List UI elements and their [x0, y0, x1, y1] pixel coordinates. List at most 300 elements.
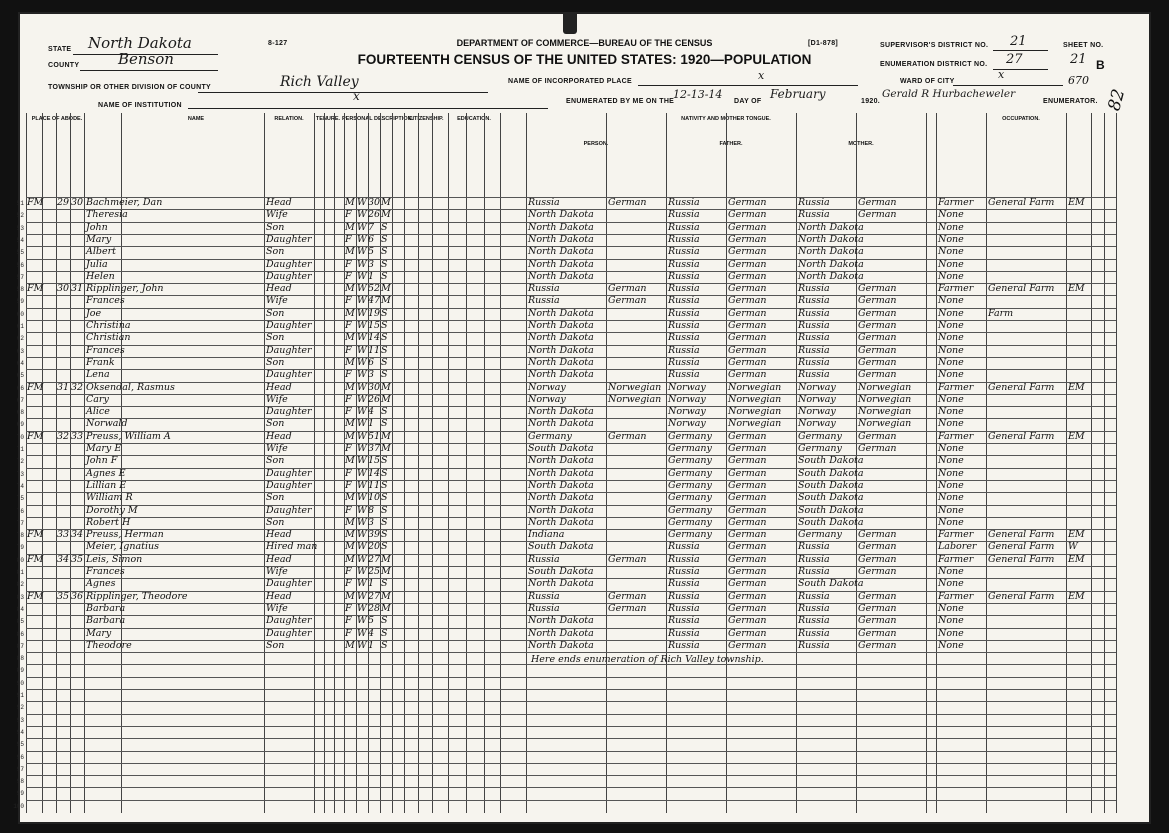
- cell-mother-mother-tongue: Norwegian: [858, 381, 912, 393]
- cell-father-birthplace: Russia: [668, 344, 700, 356]
- cell-house-no: 31: [57, 381, 70, 393]
- cell-race: W: [357, 430, 367, 442]
- cell-marital: S: [381, 627, 388, 639]
- cell-birthplace: North Dakota: [528, 270, 594, 282]
- row-number: 71: [16, 446, 24, 453]
- cell-occupation: None: [938, 467, 964, 479]
- cell-father-tongue: German: [728, 443, 767, 454]
- cell-person-name: Frances: [86, 344, 125, 356]
- cell-race: W: [357, 295, 367, 307]
- cell-age: 7: [368, 221, 375, 233]
- cell-relation: Daughter: [266, 627, 312, 639]
- cell-person-name: Theresia: [86, 209, 128, 221]
- cell-birthplace: North Dakota: [528, 332, 594, 344]
- cell-father-birthplace: Germany: [668, 529, 712, 541]
- cell-birthplace: North Dakota: [528, 492, 594, 504]
- cell-age: 6: [368, 356, 375, 368]
- cell-mother-mother-tongue: German: [858, 566, 897, 577]
- cell-industry: General Farm: [988, 553, 1055, 565]
- cell-father-tongue: Norwegian: [728, 393, 782, 405]
- cell-relation: Daughter: [266, 406, 312, 418]
- cell-father-tongue: German: [728, 627, 767, 639]
- cell-father-tongue: German: [728, 283, 767, 295]
- cell-mother-birthplace: Russia: [798, 602, 830, 614]
- cell-occupation: Farmer: [938, 283, 974, 295]
- cell-relation: Son: [266, 492, 285, 504]
- cell-relation: Wife: [266, 209, 288, 221]
- cell-father-tongue: German: [728, 590, 767, 602]
- cell-birthplace: North Dakota: [528, 578, 594, 590]
- cell-mother-birthplace: North Dakota: [798, 270, 864, 282]
- cell-relation: Son: [266, 418, 285, 430]
- cell-father-birthplace: Russia: [668, 566, 700, 577]
- cell-house-no: 29: [57, 197, 70, 208]
- row-number: 86: [16, 630, 24, 638]
- cell-father-birthplace: Germany: [668, 455, 712, 467]
- empty-row: [26, 800, 1116, 814]
- cell-mother-birthplace: Norway: [798, 418, 836, 430]
- cell-mother-mother-tongue: Norwegian: [858, 393, 912, 405]
- cell-mother-tongue: Norwegian: [608, 393, 662, 405]
- cell-person-name: John F: [86, 455, 118, 467]
- cell-age: 11: [368, 344, 381, 356]
- cell-race: W: [357, 320, 367, 331]
- col-education: EDUCATION.: [457, 116, 491, 122]
- cell-relation: Hired man: [266, 541, 318, 553]
- cell-relation: Daughter: [266, 233, 312, 245]
- cell-race: W: [357, 307, 367, 319]
- cell-birthplace: North Dakota: [528, 627, 594, 639]
- cell-relation: Head: [266, 197, 292, 208]
- cell-sex: F: [345, 566, 352, 577]
- cell-marital: S: [381, 369, 388, 381]
- cell-person-name: Meier, Ignatius: [86, 541, 160, 553]
- cell-house-no: 30: [57, 283, 70, 295]
- cell-occupation: Farmer: [938, 430, 974, 442]
- cell-mother-birthplace: Russia: [798, 590, 830, 602]
- year-label: 1920.: [861, 98, 881, 105]
- cell-sex: F: [345, 344, 352, 356]
- enumerated-date: 12-13-14: [673, 88, 723, 101]
- cell-marital: M: [381, 430, 391, 442]
- cell-mother-mother-tongue: German: [858, 197, 897, 208]
- cell-mother-mother-tongue: German: [858, 443, 897, 454]
- cell-birthplace: North Dakota: [528, 344, 594, 356]
- cell-mother-birthplace: South Dakota: [798, 516, 864, 528]
- cell-birthplace: North Dakota: [528, 258, 594, 270]
- cell-race: W: [357, 406, 367, 418]
- cell-family-no: 34: [71, 529, 84, 541]
- cell-mother-mother-tongue: German: [858, 627, 897, 639]
- row-number: 73: [16, 470, 24, 478]
- cell-relation: Head: [266, 283, 292, 295]
- cell-sex: F: [345, 270, 352, 282]
- cell-birthplace: South Dakota: [528, 566, 594, 577]
- cell-mother-tongue: German: [608, 283, 647, 295]
- row-number: 92: [16, 704, 24, 712]
- cell-father-birthplace: Russia: [668, 295, 700, 307]
- cell-person-name: Preuss, Herman: [86, 529, 164, 541]
- cell-race: W: [357, 270, 367, 282]
- cell-age: 8: [368, 504, 375, 516]
- cell-race: W: [357, 246, 367, 258]
- col-name: NAME: [187, 116, 205, 122]
- cell-age: 47: [368, 295, 381, 307]
- cell-employer-class: EM: [1068, 590, 1085, 602]
- cell-birthplace: North Dakota: [528, 516, 594, 528]
- cell-birthplace: Norway: [528, 381, 566, 393]
- cell-race: W: [357, 344, 367, 356]
- cell-race: W: [357, 566, 367, 577]
- cell-father-tongue: German: [728, 504, 767, 516]
- cell-age: 25: [368, 566, 381, 577]
- cell-age: 52: [368, 283, 381, 295]
- cell-occupation: None: [938, 418, 964, 430]
- cell-occupation: Farmer: [938, 381, 974, 393]
- cell-race: W: [357, 553, 367, 565]
- sheet-letter: B: [1096, 58, 1105, 72]
- row-number: 64: [16, 359, 24, 367]
- cell-father-tongue: German: [728, 602, 767, 614]
- cell-mother-birthplace: North Dakota: [798, 221, 864, 233]
- cell-father-birthplace: Germany: [668, 492, 712, 504]
- enumerator-name: Gerald R Hurbacheweler: [882, 88, 1016, 100]
- row-number: 53: [16, 224, 24, 232]
- cell-father-tongue: German: [728, 467, 767, 479]
- row-number: 62: [16, 335, 24, 343]
- cell-person-name: Helen: [86, 270, 115, 282]
- cell-person-name: Lena: [86, 369, 110, 381]
- cell-mother-birthplace: South Dakota: [798, 467, 864, 479]
- cell-sex: F: [345, 233, 352, 245]
- cell-father-birthplace: Russia: [668, 258, 700, 270]
- cell-sex: M: [345, 455, 355, 467]
- cell-father-tongue: German: [728, 270, 767, 282]
- incorporated-underline: [638, 85, 858, 86]
- cell-mother-birthplace: Russia: [798, 356, 830, 368]
- cell-mother-tongue: German: [608, 430, 647, 442]
- cell-mother-birthplace: Russia: [798, 369, 830, 381]
- cell-birthplace: Germany: [528, 430, 572, 442]
- cell-dwelling: FM: [27, 529, 44, 541]
- cell-person-name: Agnes: [86, 578, 116, 590]
- cell-relation: Son: [266, 221, 285, 233]
- cell-dwelling: FM: [27, 430, 44, 442]
- cell-person-name: Frank: [86, 356, 115, 368]
- cell-relation: Son: [266, 356, 285, 368]
- cell-father-tongue: German: [728, 246, 767, 258]
- row-number: 83: [16, 593, 24, 601]
- cell-age: 30: [368, 381, 381, 393]
- cell-person-name: Norwald: [86, 418, 128, 430]
- cell-industry: General Farm: [988, 283, 1055, 295]
- cell-marital: S: [381, 529, 388, 541]
- cell-birthplace: South Dakota: [528, 541, 594, 553]
- cell-birthplace: North Dakota: [528, 639, 594, 651]
- row-number: 67: [16, 396, 24, 404]
- cell-sex: F: [345, 320, 352, 331]
- col-occupation: OCCUPATION.: [1002, 116, 1040, 122]
- cell-race: W: [357, 209, 367, 221]
- institution-label: NAME OF INSTITUTION: [98, 102, 182, 109]
- cell-father-birthplace: Russia: [668, 627, 700, 639]
- cell-race: W: [357, 529, 367, 541]
- cell-sex: M: [345, 356, 355, 368]
- cell-person-name: Mary E: [86, 443, 122, 454]
- cell-father-tongue: German: [728, 344, 767, 356]
- cell-father-birthplace: Russia: [668, 270, 700, 282]
- cell-father-tongue: Norwegian: [728, 381, 782, 393]
- cell-sex: M: [345, 553, 355, 565]
- cell-marital: M: [381, 209, 391, 221]
- cell-race: W: [357, 418, 367, 430]
- cell-mother-birthplace: Russia: [798, 627, 830, 639]
- cell-person-name: Robert H: [86, 516, 131, 528]
- row-number: 63: [16, 347, 24, 355]
- cell-father-birthplace: Russia: [668, 307, 700, 319]
- cell-father-birthplace: Russia: [668, 615, 700, 627]
- row-number: 98: [16, 778, 24, 786]
- cell-occupation: None: [938, 246, 964, 258]
- cell-person-name: Mary: [86, 627, 112, 639]
- cell-father-tongue: German: [728, 492, 767, 504]
- cell-occupation: None: [938, 356, 964, 368]
- cell-mother-mother-tongue: German: [858, 307, 897, 319]
- cell-marital: S: [381, 307, 388, 319]
- grid-column-line: [1116, 113, 1117, 813]
- cell-mother-birthplace: Russia: [798, 553, 830, 565]
- cell-industry: General Farm: [988, 381, 1055, 393]
- cell-marital: S: [381, 639, 388, 651]
- cell-sex: M: [345, 516, 355, 528]
- cell-sex: F: [345, 209, 352, 221]
- cell-sex: M: [345, 246, 355, 258]
- cell-person-name: Lillian E: [86, 479, 127, 491]
- cell-mother-tongue: German: [608, 295, 647, 307]
- cell-relation: Wife: [266, 566, 288, 577]
- cell-person-name: Theodore: [86, 639, 132, 651]
- cell-age: 28: [368, 602, 381, 614]
- cell-mother-birthplace: Russia: [798, 615, 830, 627]
- cell-age: 30: [368, 197, 381, 208]
- cell-age: 14: [368, 332, 381, 344]
- cell-mother-birthplace: North Dakota: [798, 246, 864, 258]
- cell-father-tongue: German: [728, 369, 767, 381]
- cell-mother-birthplace: Russia: [798, 320, 830, 331]
- cell-house-no: 32: [57, 430, 70, 442]
- cell-father-tongue: German: [728, 356, 767, 368]
- cell-father-birthplace: Russia: [668, 233, 700, 245]
- cell-marital: M: [381, 566, 391, 577]
- cell-occupation: None: [938, 233, 964, 245]
- cell-sex: M: [345, 529, 355, 541]
- institution-underline: [188, 108, 548, 109]
- row-number: 89: [16, 667, 24, 675]
- cell-relation: Wife: [266, 393, 288, 405]
- cell-person-name: Ripplinger, John: [86, 283, 164, 295]
- cell-age: 4: [368, 406, 375, 418]
- cell-occupation: None: [938, 270, 964, 282]
- cell-employer-class: EM: [1068, 381, 1085, 393]
- cell-dwelling: FM: [27, 283, 44, 295]
- cell-age: 1: [368, 639, 375, 651]
- cell-father-birthplace: Russia: [668, 246, 700, 258]
- cell-birthplace: Norway: [528, 393, 566, 405]
- cell-occupation: None: [938, 406, 964, 418]
- cell-mother-birthplace: Russia: [798, 209, 830, 221]
- cell-relation: Head: [266, 430, 292, 442]
- cell-age: 26: [368, 209, 381, 221]
- cell-occupation: None: [938, 639, 964, 651]
- cell-person-name: Bachmeier, Dan: [86, 197, 163, 208]
- cell-occupation: None: [938, 258, 964, 270]
- cell-race: W: [357, 393, 367, 405]
- cell-relation: Daughter: [266, 270, 312, 282]
- cell-father-tongue: German: [728, 578, 767, 590]
- cell-person-name: Agnes E: [86, 467, 126, 479]
- cell-race: W: [357, 639, 367, 651]
- cell-sex: F: [345, 295, 352, 307]
- cell-race: W: [357, 221, 367, 233]
- cell-occupation: None: [938, 393, 964, 405]
- row-number: 56: [16, 261, 24, 269]
- cell-occupation: Laborer: [938, 541, 977, 553]
- cell-age: 1: [368, 418, 375, 430]
- cell-age: 27: [368, 553, 381, 565]
- cell-marital: S: [381, 418, 388, 430]
- cell-person-name: Oksendal, Rasmus: [86, 381, 175, 393]
- cell-birthplace: Russia: [528, 590, 560, 602]
- cell-marital: S: [381, 492, 388, 504]
- department-title: DEPARTMENT OF COMMERCE—BUREAU OF THE CENSUS: [456, 38, 713, 48]
- cell-occupation: None: [938, 516, 964, 528]
- form-code: [D1-878]: [808, 40, 839, 47]
- cell-employer-class: EM: [1068, 553, 1085, 565]
- cell-person-name: Frances: [86, 295, 125, 307]
- cell-relation: Wife: [266, 295, 288, 307]
- cell-person-name: Mary: [86, 233, 112, 245]
- cell-marital: S: [381, 406, 388, 418]
- cell-mother-birthplace: South Dakota: [798, 492, 864, 504]
- cell-occupation: None: [938, 344, 964, 356]
- cell-employer-class: EM: [1068, 529, 1085, 541]
- cell-employer-class: W: [1068, 541, 1078, 553]
- cell-relation: Daughter: [266, 578, 312, 590]
- cell-mother-birthplace: Russia: [798, 197, 830, 208]
- cell-race: W: [357, 283, 367, 295]
- cell-birthplace: North Dakota: [528, 615, 594, 627]
- row-number: 78: [16, 532, 24, 540]
- cell-father-birthplace: Germany: [668, 479, 712, 491]
- cell-father-birthplace: Russia: [668, 320, 700, 331]
- cell-race: W: [357, 455, 367, 467]
- cell-race: W: [357, 578, 367, 590]
- cell-sex: F: [345, 615, 352, 627]
- cell-father-tongue: German: [728, 430, 767, 442]
- cell-father-birthplace: Germany: [668, 516, 712, 528]
- cell-father-birthplace: Germany: [668, 443, 712, 454]
- cell-dwelling: FM: [27, 590, 44, 602]
- cell-occupation: None: [938, 504, 964, 516]
- cell-race: W: [357, 615, 367, 627]
- census-grid: [13, 113, 1116, 813]
- cell-birthplace: Russia: [528, 283, 560, 295]
- row-number: 99: [16, 790, 24, 798]
- cell-marital: S: [381, 516, 388, 528]
- cell-age: 3: [368, 258, 375, 270]
- end-of-enumeration-note: Here ends enumeration of Rich Valley township.: [531, 654, 764, 666]
- cell-sex: F: [345, 369, 352, 381]
- supervisor-label: SUPERVISOR'S DISTRICT NO.: [880, 42, 989, 49]
- cell-person-name: Barbara: [86, 615, 126, 627]
- cell-sex: M: [345, 639, 355, 651]
- ward-label: WARD OF CITY: [900, 78, 955, 85]
- cell-father-tongue: German: [728, 320, 767, 331]
- cell-age: 11: [368, 479, 381, 491]
- cell-father-tongue: German: [728, 529, 767, 541]
- row-number: 69: [16, 421, 24, 429]
- cell-relation: Daughter: [266, 479, 312, 491]
- sheet-value: 21: [1070, 52, 1087, 67]
- row-number: 94: [16, 728, 24, 736]
- cell-sex: M: [345, 590, 355, 602]
- cell-person-name: Preuss, William A: [86, 430, 171, 442]
- cell-relation: Daughter: [266, 258, 312, 270]
- cell-marital: S: [381, 246, 388, 258]
- row-number: 57: [16, 273, 24, 281]
- col-tenure: TENURE.: [315, 116, 341, 122]
- cell-father-birthplace: Russia: [668, 209, 700, 221]
- cell-mother-tongue: Norwegian: [608, 381, 662, 393]
- cell-mother-mother-tongue: German: [858, 320, 897, 331]
- cell-birthplace: South Dakota: [528, 443, 594, 454]
- cell-father-birthplace: Norway: [668, 381, 706, 393]
- row-number: 75: [16, 495, 24, 503]
- cell-sex: M: [345, 418, 355, 430]
- cell-father-birthplace: Russia: [668, 578, 700, 590]
- cell-race: W: [357, 590, 367, 602]
- row-number: 52: [16, 212, 24, 220]
- row-number: 65: [16, 372, 24, 380]
- row-number: 87: [16, 642, 24, 650]
- corner-mark: 82: [1104, 86, 1130, 114]
- cell-marital: M: [381, 393, 391, 405]
- cell-birthplace: Russia: [528, 197, 560, 208]
- cell-age: 20: [368, 541, 381, 553]
- cell-mother-mother-tongue: German: [858, 639, 897, 651]
- cell-relation: Daughter: [266, 320, 312, 331]
- row-number: 66: [16, 384, 24, 392]
- cell-mother-mother-tongue: German: [858, 209, 897, 221]
- cell-relation: Son: [266, 455, 285, 467]
- cell-relation: Head: [266, 590, 292, 602]
- row-number: 81: [16, 569, 24, 576]
- cell-occupation: None: [938, 307, 964, 319]
- cell-age: 5: [368, 246, 375, 258]
- cell-mother-mother-tongue: German: [858, 529, 897, 541]
- cell-dwelling: FM: [27, 381, 44, 393]
- township-value: Rich Valley: [280, 74, 359, 90]
- cell-relation: Daughter: [266, 615, 312, 627]
- cell-mother-birthplace: Norway: [798, 381, 836, 393]
- cell-father-tongue: German: [728, 541, 767, 553]
- cell-age: 4: [368, 627, 375, 639]
- cell-father-birthplace: Russia: [668, 602, 700, 614]
- cell-family-no: 35: [71, 553, 84, 565]
- cell-birthplace: North Dakota: [528, 479, 594, 491]
- cell-marital: S: [381, 455, 388, 467]
- cell-mother-birthplace: South Dakota: [798, 578, 864, 590]
